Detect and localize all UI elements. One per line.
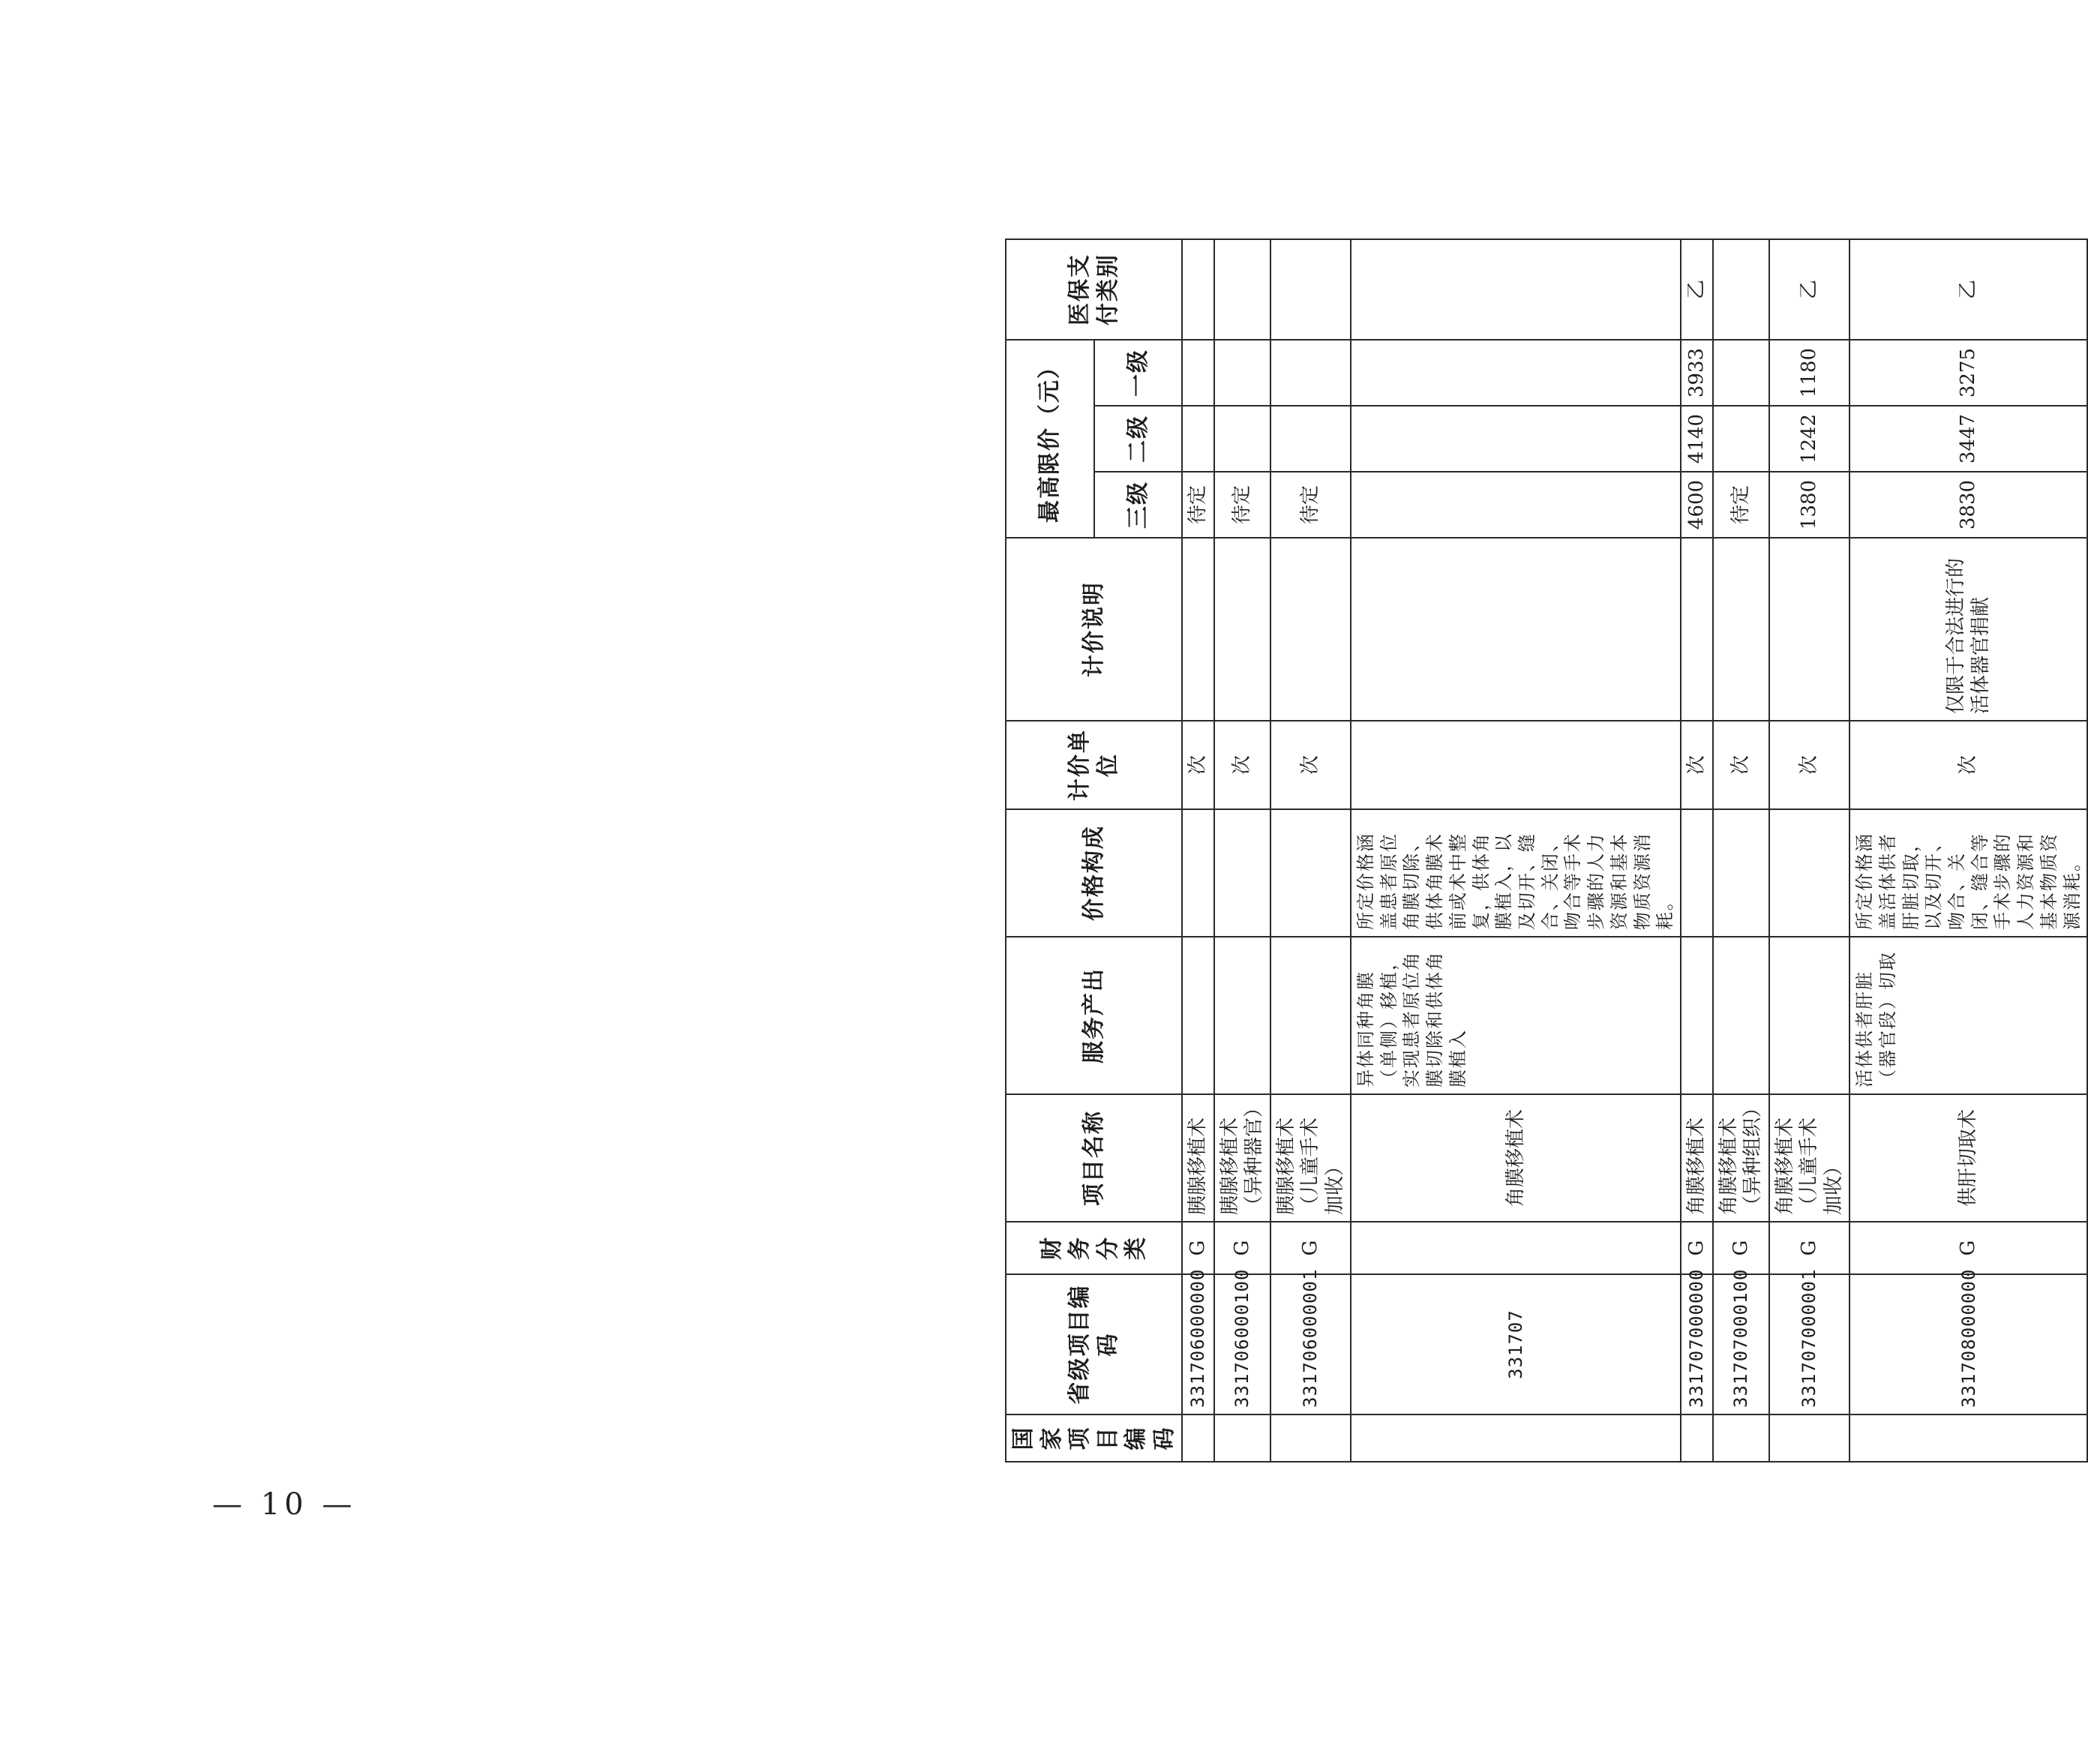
level3-price-cell: 3830 (1850, 472, 2087, 538)
level3-price-cell: 待定 (1270, 472, 1352, 538)
level2-price-cell: 3447 (1850, 406, 2087, 472)
finance-category-cell: G (1270, 1222, 1352, 1274)
level2-price-cell (1351, 406, 1681, 472)
unit-cell: 次 (1769, 721, 1850, 809)
pricing-note-cell (1182, 538, 1214, 721)
header-max-price: 最高限价（元） (1006, 340, 1094, 538)
finance-category-cell: G (1681, 1222, 1713, 1274)
finance-category-cell: G (1214, 1222, 1270, 1274)
price-composition-cell (1182, 809, 1214, 937)
level2-price-cell (1270, 406, 1352, 472)
level3-price-cell: 1380 (1769, 472, 1850, 538)
provincial-code-cell: 331706000001 (1270, 1274, 1352, 1414)
item-name-cell: 胰腺移植术（儿童手术加收） (1270, 1094, 1352, 1222)
national-code-cell (1214, 1414, 1270, 1462)
insurance-cell: 乙 (1681, 239, 1713, 340)
table-row (1214, 239, 1270, 1462)
table-row (1351, 239, 1681, 1462)
finance-category-cell (1351, 1222, 1681, 1274)
finance-category-cell: G (1769, 1222, 1850, 1274)
table-row (1713, 239, 1769, 1462)
level1-price-cell: 1180 (1769, 340, 1850, 406)
insurance-cell (1182, 239, 1214, 340)
national-code-cell (1270, 1414, 1352, 1462)
national-code-cell (1351, 1414, 1681, 1462)
level2-price-cell (1713, 406, 1769, 472)
provincial-code-cell: 331706000000 (1182, 1274, 1214, 1414)
table-row (1850, 239, 2087, 1462)
service-output-cell (1713, 937, 1769, 1094)
pricing-table (1005, 238, 2088, 1462)
insurance-cell (1351, 239, 1681, 340)
table-row (1769, 239, 1850, 1462)
national-code-cell (1850, 1414, 2087, 1462)
provincial-code-cell: 331707000000 (1681, 1274, 1713, 1414)
table-row (1182, 239, 1214, 1462)
provincial-code-cell: 331707000001 (1769, 1274, 1850, 1414)
level1-price-cell (1270, 340, 1352, 406)
level1-price-cell (1351, 340, 1681, 406)
price-composition-cell (1214, 809, 1270, 937)
item-name-cell: 角膜移植术 (1681, 1094, 1713, 1222)
finance-category-cell: G (1182, 1222, 1214, 1274)
national-code-cell (1681, 1414, 1713, 1462)
level1-price-cell: 3933 (1681, 340, 1713, 406)
price-composition-cell (1769, 809, 1850, 937)
pricing-note-cell (1681, 538, 1713, 721)
insurance-cell: 乙 (1850, 239, 2087, 340)
page-number: — 10 — (212, 1487, 357, 1522)
level2-price-cell: 4140 (1681, 406, 1713, 472)
national-code-cell (1713, 1414, 1769, 1462)
price-composition-cell (1270, 809, 1352, 937)
finance-category-cell: G (1713, 1222, 1769, 1274)
header-level2: 二级 (1094, 406, 1183, 472)
rotated-table-page (1005, 240, 2083, 1462)
level3-price-cell: 待定 (1713, 472, 1769, 538)
level3-price-cell: 4600 (1681, 472, 1713, 538)
header-level1: 一级 (1094, 340, 1183, 406)
header-finance-category: 财务分类 (1006, 1222, 1182, 1274)
national-code-cell (1769, 1414, 1850, 1462)
service-output-cell (1769, 937, 1850, 1094)
header-pricing-note: 计价说明 (1006, 538, 1182, 721)
header-insurance: 医保支付类别 (1006, 239, 1182, 340)
unit-cell: 次 (1713, 721, 1769, 809)
insurance-cell (1713, 239, 1769, 340)
service-output-cell (1214, 937, 1270, 1094)
provincial-code-cell: 331706000100 (1214, 1274, 1270, 1414)
level2-price-cell (1214, 406, 1270, 472)
header-level3: 三级 (1094, 472, 1183, 538)
national-code-cell (1182, 1414, 1214, 1462)
provincial-code-cell: 331707 (1351, 1274, 1681, 1414)
header-unit: 计价单位 (1006, 721, 1182, 809)
price-composition-cell (1713, 809, 1769, 937)
unit-cell: 次 (1850, 721, 2087, 809)
unit-cell: 次 (1182, 721, 1214, 809)
unit-cell: 次 (1270, 721, 1352, 809)
header-service-output: 服务产出 (1006, 937, 1182, 1094)
pricing-note-cell (1713, 538, 1769, 721)
level2-price-cell (1182, 406, 1214, 472)
price-composition-cell (1681, 809, 1713, 937)
service-output-cell (1681, 937, 1713, 1094)
header-national-code: 国家项目编码 (1006, 1414, 1182, 1462)
item-name-cell: 角膜移植术（儿童手术加收） (1769, 1094, 1850, 1222)
service-output-cell: 异体同种角膜（单侧）移植，实现患者原位角膜切除和供体角膜植入 (1351, 937, 1681, 1094)
item-name-cell: 胰腺移植术 (1182, 1094, 1214, 1222)
price-composition-cell: 所定价格涵盖活体供者肝脏切取，以及切开、吻合、关闭、缝合等手术步骤的人力资源和基本物质资源消耗。 (1850, 809, 2087, 937)
level1-price-cell (1182, 340, 1214, 406)
level3-price-cell (1351, 472, 1681, 538)
service-output-cell: 活体供者肝脏（器官段）切取 (1850, 937, 2087, 1094)
pricing-note-cell (1270, 538, 1352, 721)
pricing-note-cell (1351, 538, 1681, 721)
level1-price-cell (1214, 340, 1270, 406)
provincial-code-cell: 331707000100 (1713, 1274, 1769, 1414)
table-row (1681, 239, 1713, 1462)
level1-price-cell (1713, 340, 1769, 406)
price-composition-cell: 所定价格涵盖患者原位角膜切除、供体角膜术前或术中整复，供体角膜植入，以及切开、缝合、关闭、吻合等手术步骤的人力资源和基本物质资源消耗。 (1351, 809, 1681, 937)
insurance-cell: 乙 (1769, 239, 1850, 340)
table-row (1270, 239, 1352, 1462)
insurance-cell (1214, 239, 1270, 340)
item-name-cell: 角膜移植术（异种组织） (1713, 1094, 1769, 1222)
item-name-cell: 供肝切取术 (1850, 1094, 2087, 1222)
item-name-cell: 角膜移植术 (1351, 1094, 1681, 1222)
pricing-note-cell (1214, 538, 1270, 721)
header-provincial-code: 省级项目编码 (1006, 1274, 1182, 1414)
level3-price-cell: 待定 (1182, 472, 1214, 538)
service-output-cell (1270, 937, 1352, 1094)
unit-cell (1351, 721, 1681, 809)
header-price-composition: 价格构成 (1006, 809, 1182, 937)
provincial-code-cell: 331708000000 (1850, 1274, 2087, 1414)
level3-price-cell: 待定 (1214, 472, 1270, 538)
level2-price-cell: 1242 (1769, 406, 1850, 472)
unit-cell: 次 (1681, 721, 1713, 809)
pricing-note-cell: 仅限于合法进行的活体器官捐献 (1850, 538, 2087, 721)
pricing-note-cell (1769, 538, 1850, 721)
finance-category-cell: G (1850, 1222, 2087, 1274)
service-output-cell (1182, 937, 1214, 1094)
header-item-name: 项目名称 (1006, 1094, 1182, 1222)
level1-price-cell: 3275 (1850, 340, 2087, 406)
insurance-cell (1270, 239, 1352, 340)
item-name-cell: 胰腺移植术（异种器官） (1214, 1094, 1270, 1222)
unit-cell: 次 (1214, 721, 1270, 809)
